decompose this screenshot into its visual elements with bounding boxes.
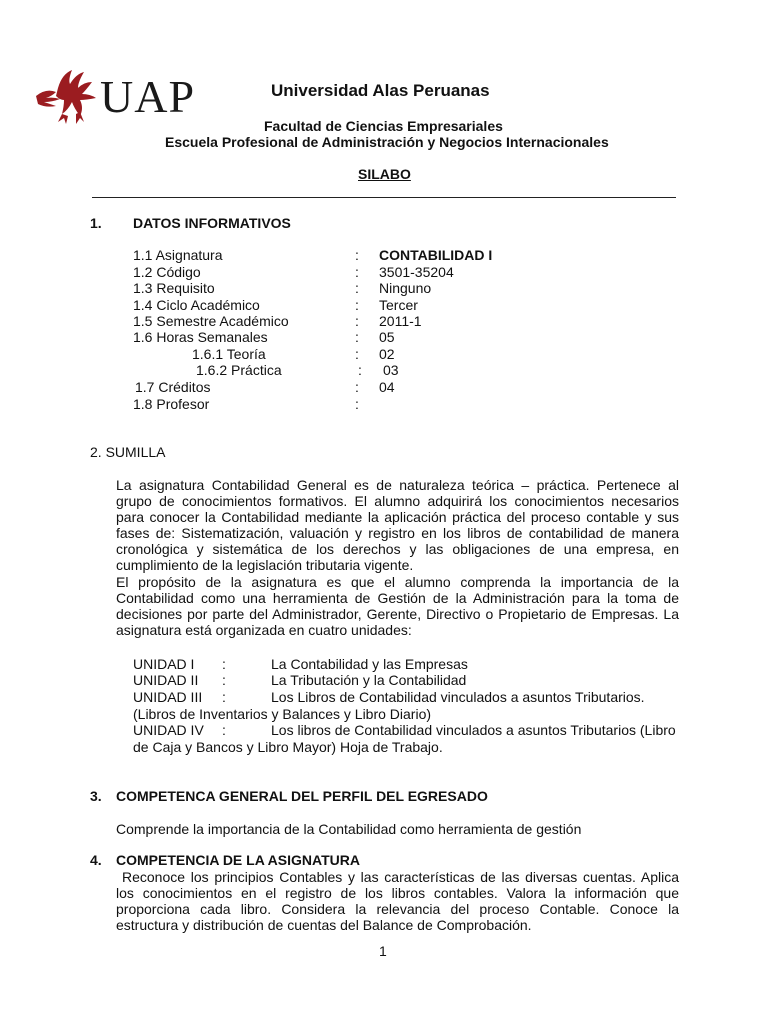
info-sep: :	[355, 264, 359, 280]
info-row-requisito	[133, 280, 633, 297]
unit-name: UNIDAD IV	[133, 722, 204, 738]
unit-sep: :	[222, 722, 226, 738]
header-divider	[92, 197, 676, 198]
info-row-creditos	[133, 379, 633, 396]
section4-number: 4.	[90, 852, 102, 868]
document-title: SILABO	[358, 166, 411, 182]
info-value: CONTABILIDAD I	[379, 247, 493, 263]
section3-number: 3.	[90, 788, 102, 804]
info-row-ciclo	[133, 297, 633, 314]
info-label: 1.4 Ciclo Académico	[133, 297, 260, 313]
sumilla-paragraph-2: El propósito de la asignatura es que el alumno comprenda la importancia de la Contabilidad como una herramienta de Gestión de la Administración para la toma de decisiones por parte del Administrador, Gerente, Directivo o Propietario de Empresas. La asignatura está organizada en cuatro unidades:	[116, 574, 679, 639]
unit-continuation: (Libros de Inventarios y Balances y Libro Diario)	[133, 706, 432, 722]
info-value: 03	[383, 362, 399, 378]
info-label: 1.6.2 Práctica	[196, 362, 282, 378]
university-name: Universidad Alas Peruanas	[271, 81, 490, 100]
info-label: 1.6 Horas Semanales	[133, 329, 268, 345]
info-row-teoria	[133, 346, 633, 363]
university-logo	[32, 66, 207, 126]
info-sep: :	[358, 362, 362, 378]
sumilla-paragraph-1: La asignatura Contabilidad General es de naturaleza teórica – práctica. Pertenece al grupo de conocimientos formativos. El alumno adquirirá los conocimientos necesarios para conocer la Contabilidad mediante la aplicación práctica del proceso contable y sus fases de: Sistematización, valuación y registro en los libros de contabilidad de manera cronológica y sistemática de los derechos y las obligaciones de una empresa, en cumplimiento de la legislación tributaria vigente.	[116, 477, 679, 574]
section1-number: 1.	[90, 215, 102, 231]
info-sep: :	[355, 379, 359, 395]
info-value: Ninguno	[379, 280, 432, 296]
unit-sep: :	[222, 656, 226, 672]
section1-title: DATOS INFORMATIVOS	[133, 215, 291, 231]
info-sep: :	[355, 396, 359, 412]
unit-sep: :	[222, 689, 226, 705]
unit-name: UNIDAD I	[133, 656, 195, 672]
info-sep: :	[355, 280, 359, 296]
info-label: 1.1 Asignatura	[133, 247, 223, 263]
info-row-horas	[133, 329, 633, 346]
unit-desc: La Contabilidad y las Empresas	[271, 656, 468, 672]
logo-text: UAP	[100, 71, 196, 122]
info-label: 1.3 Requisito	[133, 280, 215, 296]
school-name: Escuela Profesional de Administración y Negocios Internacionales	[165, 134, 609, 150]
section4-title: COMPETENCIA DE LA ASIGNATURA	[116, 852, 360, 868]
info-value: 2011-1	[379, 313, 422, 329]
info-row-practica	[133, 362, 633, 379]
section3-text: Comprende la importancia de la Contabilidad como herramienta de gestión	[116, 821, 582, 837]
info-label: 1.2 Código	[133, 264, 201, 280]
info-value: 05	[379, 329, 395, 345]
info-value: Tercer	[379, 297, 418, 313]
section3-title: COMPETENCA GENERAL DEL PERFIL DEL EGRESADO	[116, 788, 488, 804]
eagle-emblem-icon	[32, 66, 100, 126]
unit-desc: Los libros de Contabilidad vinculados a asuntos Tributarios (Libro	[271, 722, 676, 738]
faculty-name: Facultad de Ciencias Empresariales	[264, 118, 503, 134]
unit-continuation: de Caja y Bancos y Libro Mayor) Hoja de Trabajo.	[133, 739, 443, 755]
section2-title: 2. SUMILLA	[90, 444, 166, 460]
info-sep: :	[355, 329, 359, 345]
unit-desc: La Tributación y la Contabilidad	[271, 672, 467, 688]
unit-name: UNIDAD III	[133, 689, 203, 705]
info-sep: :	[355, 346, 359, 362]
info-value: 02	[379, 346, 395, 362]
info-row-profesor	[133, 396, 633, 413]
info-sep: :	[355, 247, 359, 263]
info-value: 04	[379, 379, 395, 395]
info-sep: :	[355, 313, 359, 329]
info-row-semestre	[133, 313, 633, 330]
section4-text: Reconoce los principios Contables y las características de las diversas cuentas. Aplica los conocimientos en el registro de los libros contables. Valora la información que proporciona cada libro. Considera la relevancia del proceso Contable. Conoce la estructura y distribución de cuentas del Balance de Comprobación.	[116, 869, 679, 934]
info-label: 1.8 Profesor	[133, 396, 210, 412]
info-row-asignatura	[133, 247, 633, 264]
unit-name: UNIDAD II	[133, 672, 199, 688]
info-value: 3501-35204	[379, 264, 454, 280]
unit-sep: :	[222, 672, 226, 688]
info-row-codigo	[133, 264, 633, 281]
info-label: 1.7 Créditos	[135, 379, 211, 395]
unit-desc: Los Libros de Contabilidad vinculados a asuntos Tributarios.	[271, 689, 645, 705]
info-sep: :	[355, 297, 359, 313]
page-number: 1	[379, 943, 387, 959]
info-label: 1.6.1 Teoría	[192, 346, 266, 362]
info-label: 1.5 Semestre Académico	[133, 313, 289, 329]
